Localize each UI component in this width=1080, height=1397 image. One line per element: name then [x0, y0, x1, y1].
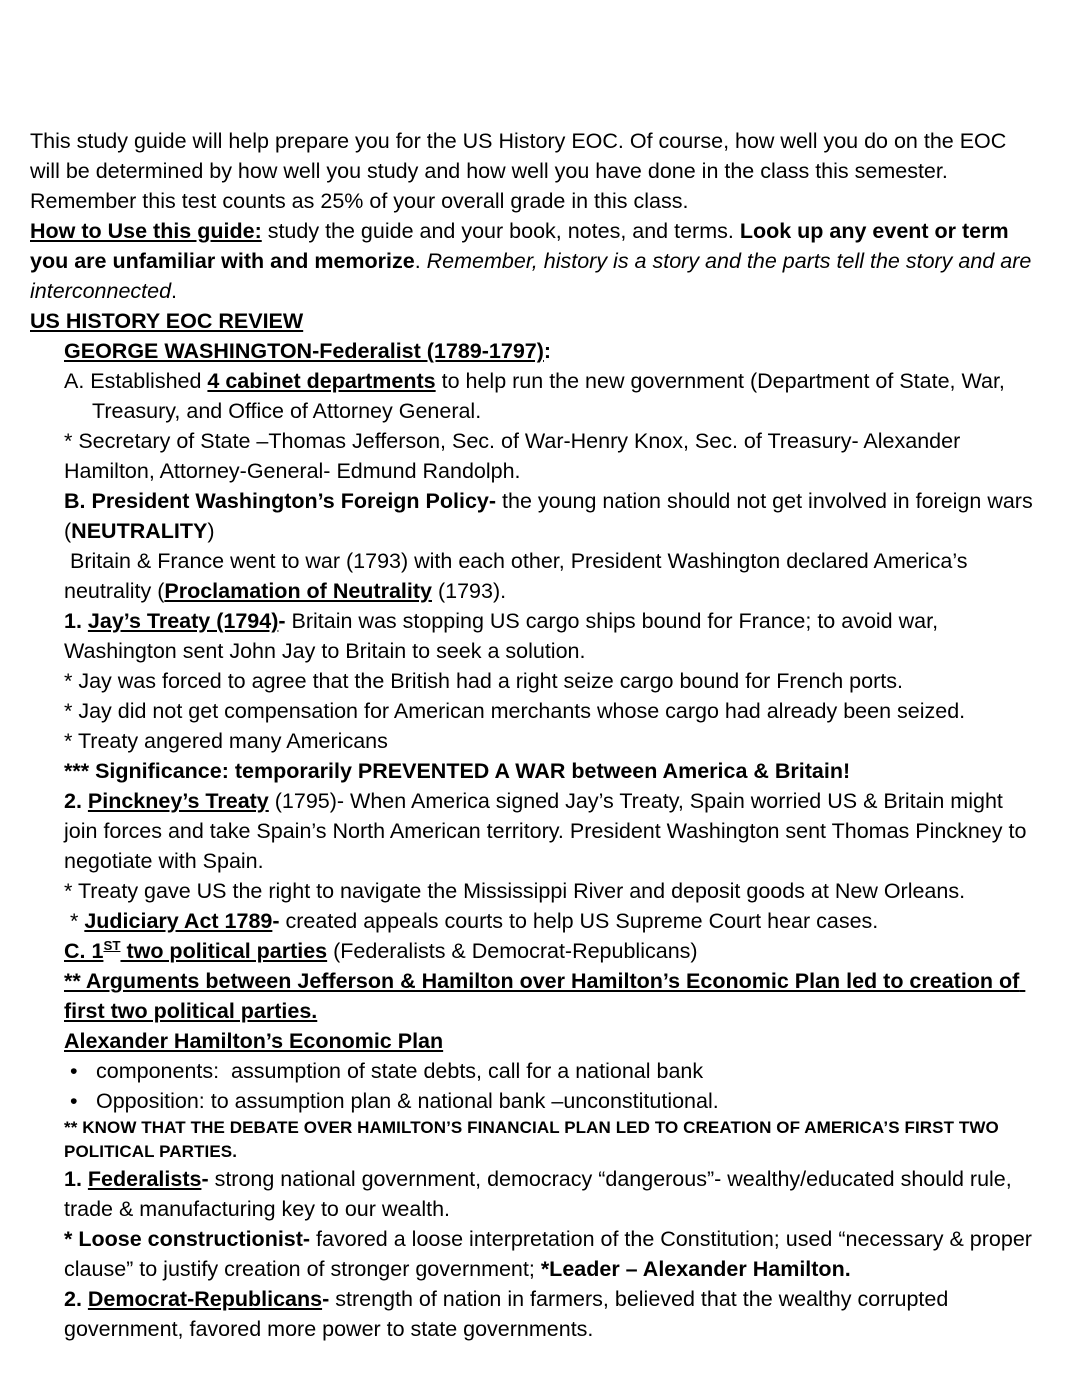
- paragraph-18: [64, 966, 1038, 1026]
- text-segment: * Loose constructionist-: [64, 1227, 311, 1251]
- text-segment: B. President Washington’s Foreign Policy-: [64, 489, 497, 513]
- text-segment: ** KNOW THAT THE DEBATE OVER HAMILTON’S FINANCIAL PLAN LED TO CREATION OF AMERICA’S FIRST TWO POLITICAL PARTIES.: [64, 1118, 1004, 1161]
- text-segment: the young nation should not get involved in foreign wars (: [64, 489, 1039, 543]
- paragraph-1: [30, 126, 1038, 216]
- text-segment: ** Arguments between Jefferson & Hamilton over Hamilton’s Economic Plan led to creation of first two political parties.: [64, 969, 1026, 1023]
- text-segment: Jay’s Treaty (1794): [87, 609, 279, 633]
- text-segment: This study guide will help prepare you for the US History EOC. Of course, how well you do on the EOC will be determined by how well you study and how well you have done in the class this semester. Remember this test counts as 25% of your overall grade in this class.: [30, 129, 1013, 213]
- text-segment: NEUTRALITY: [71, 519, 208, 543]
- text-segment: created appeals courts to help US Supreme Court hear cases.: [279, 909, 879, 933]
- text-segment: Democrat-Republicans: [87, 1287, 323, 1311]
- text-segment: * Treaty angered many Americans: [64, 729, 388, 753]
- text-segment: Britain was stopping US cargo ships bound for France; to avoid war, Washington sent John Jay to Britain to seek a solution.: [64, 609, 945, 663]
- text-segment: 4 cabinet departments: [207, 369, 436, 393]
- text-segment: Opposition: to assumption plan & national bank –unconstitutional.: [96, 1089, 719, 1113]
- text-segment: -: [272, 909, 280, 933]
- paragraph-15: [64, 876, 1038, 906]
- text-segment: *** Significance: temporarily PREVENTED A WAR between America & Britain!: [64, 759, 851, 783]
- text-segment: to help run the new government (Department of State, War, Treasury, and Office of Attorney General.: [92, 369, 1011, 423]
- text-segment: * Treaty gave US the right to navigate the Mississippi River and deposit goods at New Orleans.: [64, 879, 966, 903]
- text-segment: -: [278, 609, 286, 633]
- text-segment: :: [543, 339, 552, 363]
- text-segment: Proclamation of Neutrality: [164, 579, 432, 603]
- text-segment: Britain & France went to war (1793) with each other, President Washington declared America’s neutrality (: [64, 549, 974, 603]
- paragraph-4: [64, 336, 1038, 366]
- text-segment: 2.: [64, 1287, 88, 1311]
- text-segment: *: [64, 909, 85, 933]
- text-segment: A. Established: [64, 369, 208, 393]
- paragraph-17: [64, 936, 1038, 966]
- text-segment: US HISTORY EOC REVIEW: [30, 309, 304, 333]
- text-segment: Alexander Hamilton’s Economic Plan: [64, 1029, 444, 1053]
- paragraph-10: [64, 666, 1038, 696]
- paragraph-22: [64, 1116, 1038, 1164]
- text-segment: strength of nation in farmers, believed that the wealthy corrupted government, favored more power to state governments.: [64, 1287, 955, 1341]
- paragraph-5: [64, 366, 1038, 426]
- text-segment: 2.: [64, 789, 88, 813]
- text-segment: strong national government, democracy “dangerous”- wealthy/educated should rule, trade & manufacturing key to our wealth.: [64, 1167, 1018, 1221]
- paragraph-6: [64, 426, 1038, 486]
- paragraph-25: [64, 1284, 1038, 1344]
- text-segment: favored a loose interpretation of the Constitution; used “necessary & proper clause” to justify creation of stronger government;: [64, 1227, 1038, 1281]
- text-segment: (1795)- When America signed Jay’s Treaty, Spain worried US & Britain might join forces and take Spain’s North American territory. President Washington sent Thomas Pinckney to negotiate with Spain.: [64, 789, 1033, 873]
- text-segment: (Federalists & Democrat-Republicans): [327, 939, 698, 963]
- paragraph-19: [64, 1026, 1038, 1056]
- paragraph-14: [64, 786, 1038, 876]
- text-segment: .: [171, 279, 178, 303]
- paragraph-8: [64, 546, 1038, 606]
- paragraph-12: [64, 726, 1038, 756]
- text-segment: * Jay was forced to agree that the British had a right seize cargo bound for French ports.: [64, 669, 903, 693]
- paragraph-9: [64, 606, 1038, 666]
- text-segment: components: assumption of state debts, call for a national bank: [96, 1059, 704, 1083]
- paragraph-24: [64, 1224, 1038, 1284]
- text-segment: -: [201, 1167, 209, 1191]
- text-segment: *Leader – Alexander Hamilton.: [540, 1257, 851, 1281]
- text-segment: Look up any event or term you are unfamiliar with and memorize: [30, 219, 1015, 273]
- paragraph-2: [30, 216, 1038, 306]
- text-segment: How to Use this guide:: [30, 219, 262, 243]
- text-segment: -: [322, 1287, 330, 1311]
- text-segment: C. 1: [64, 939, 104, 963]
- document-body: [30, 126, 1038, 1344]
- text-segment: study the guide and your book, notes, and terms.: [261, 219, 740, 243]
- paragraph-16: [64, 906, 1038, 936]
- text-segment: Judiciary Act 1789: [84, 909, 273, 933]
- text-segment: (1793).: [431, 579, 507, 603]
- text-segment: .: [414, 249, 427, 273]
- text-segment: * Jay did not get compensation for American merchants whose cargo had already been seized.: [64, 699, 966, 723]
- text-segment: * Secretary of State –Thomas Jefferson, Sec. of War-Henry Knox, Sec. of Treasury- Alexander Hamilton, Attorney-General- Edmund Randolph.: [64, 429, 967, 483]
- text-segment: Pinckney’s Treaty: [87, 789, 269, 813]
- paragraph-23: [64, 1164, 1038, 1224]
- paragraph-3: [30, 306, 1038, 336]
- paragraph-21: [64, 1086, 1038, 1116]
- text-segment: 1.: [64, 1167, 88, 1191]
- text-segment: ST: [103, 937, 121, 953]
- paragraph-7: [64, 486, 1038, 546]
- text-segment: Federalists: [87, 1167, 202, 1191]
- paragraph-20: [64, 1056, 1038, 1086]
- text-segment: two political parties: [120, 939, 328, 963]
- text-segment: GEORGE WASHINGTON-Federalist (1789-1797): [64, 339, 544, 363]
- paragraph-13: [64, 756, 1038, 786]
- text-segment: ): [207, 519, 215, 543]
- text-segment: Remember, history is a story and the parts tell the story and are interconnected: [30, 249, 1038, 303]
- paragraph-11: [64, 696, 1038, 726]
- text-segment: 1.: [64, 609, 88, 633]
